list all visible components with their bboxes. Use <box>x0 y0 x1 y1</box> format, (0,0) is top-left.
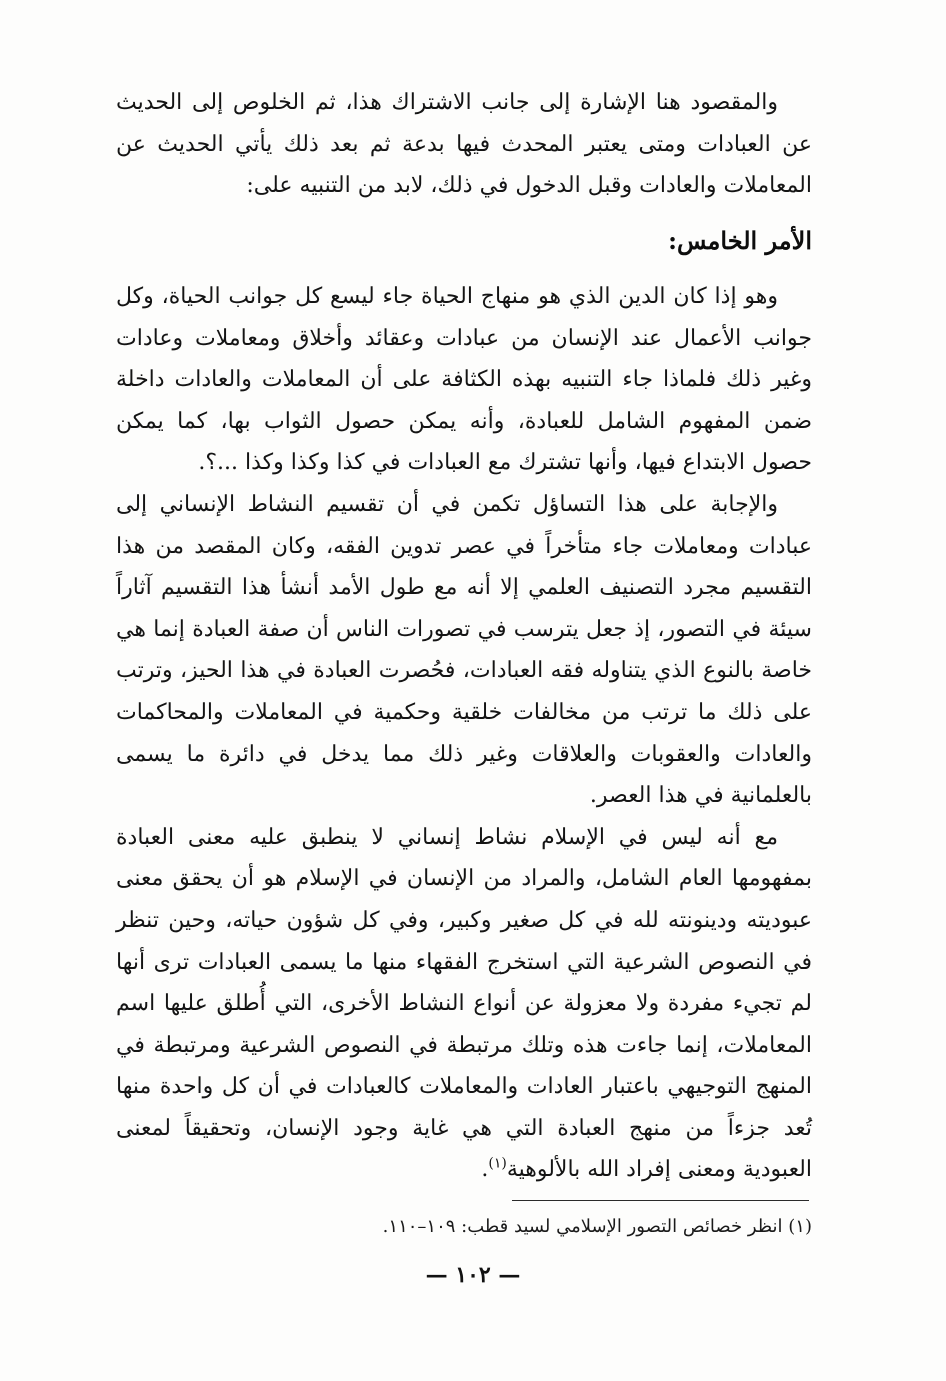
intro-paragraph: والمقصود هنا الإشارة إلى جانب الاشتراك هذا، ثم الخلوص إلى الحديث عن العبادات ومتى يعتبر المحدث فيها بدعة ثم بعد ذلك يأتي الحديث عن المعاملات والعادات وقبل الدخول في ذلك، لابد من التنبيه على: <box>116 90 812 199</box>
footnote-divider <box>512 1200 809 1201</box>
body-block <box>116 276 812 1191</box>
footnote: (١) انظر خصائص التصور الإسلامي لسيد قطب: ١٠٩–١١٠. <box>382 1216 812 1237</box>
page-number: — ١٠٢ — <box>425 1262 521 1288</box>
body-paragraph-3-text: مع أنه ليس في الإسلام نشاط إنساني لا ينطبق عليه معنى العبادة بمفهومها العام الشامل، والمراد من الإنسان في الإسلام هو أن يحقق معنى عبوديته ودينونته لله في كل صغير وكبير، وفي كل شؤون حياته، وحين تنظر في النصوص الشرعية التي استخرج الفقهاء منها ما يسمى العبادات ترى أنها لم تجيء مفردة ولا معزولة عن أنواع النشاط الأخرى، التي أُطلق عليها اسم المعاملات، إنما جاءت هذه وتلك مرتبطة في النصوص الشرعية ومرتبطة في المنهج التوجيهي باعتبار العادات والمعاملات كالعبادات في أن كل واحدة منها تُعد جزءاً من منهج العبادة التي هي غاية وجود الإنسان، وتحقيقاً لمعنى العبودية ومعنى إفراد الله بالألوهية <box>116 824 812 1183</box>
footnote-reference: (١) <box>488 1156 507 1173</box>
body-paragraph-2: والإجابة على هذا التساؤل تكمن في أن تقسيم النشاط الإنساني إلى عبادات ومعاملات جاء متأخراً في عصر تدوين الفقه، وكان المقصد من هذا التقسيم مجرد التصنيف العلمي إلا أنه مع طول الأمد أنشأ هذا التقسيم آثاراً سيئة في التصور، إذ جعل يترسب في تصورات الناس أن صفة العبادة إنما هي خاصة بالنوع الذي يتناوله فقه العبادات، فحُصرت العبادة في هذا الحيز، وترتب على ذلك ما ترتب من مخالفات خلقية وحكمية في المعاملات والمحاكمات والعادات والعقوبات والعلاقات وغير ذلك مما يدخل في دائرة ما يسمى بالعلمانية في هذا العصر. <box>116 491 812 809</box>
intro-block <box>116 82 812 207</box>
body-paragraph-3 <box>116 817 812 1191</box>
body-paragraph-1: وهو إذا كان الدين الذي هو منهاج الحياة جاء ليسع كل جوانب الحياة، وكل جوانب الأعمال عند الإنسان من عبادات وعقائد وأخلاق ومعاملات وعادات وغير ذلك فلماذا جاء التنبيه بهذه الكثافة على أن المعاملات والعادات داخلة ضمن المفهوم الشامل للعبادة، وأنه يمكن حصول الثواب بها، كما يمكن حصول الابتداع فيها، وأنها تشترك مع العبادات في كذا وكذا وكذا ...؟. <box>116 284 812 476</box>
closing-period: . <box>481 1157 489 1183</box>
section-heading: الأمر الخامس: <box>668 226 812 255</box>
